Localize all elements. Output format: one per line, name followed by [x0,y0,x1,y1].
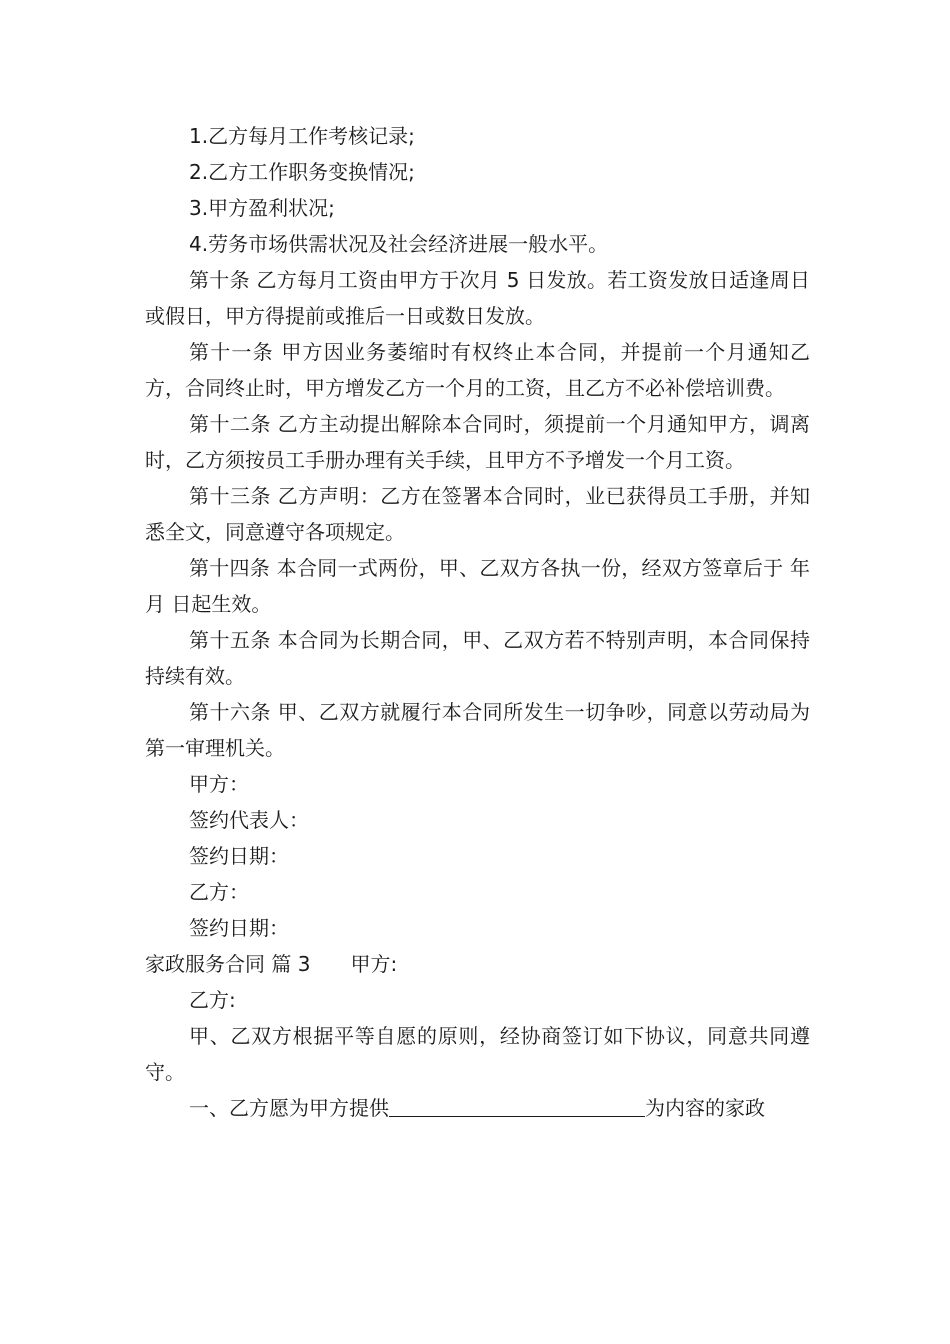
article-12: 第十二条 乙方主动提出解除本合同时，须提前一个月通知甲方，调离时，乙方须按员工手册办理有关手续，且甲方不予增发一个月工资。 [145,412,810,472]
section-party-b: 乙方: [189,988,236,1012]
article-10: 第十条 乙方每月工资由甲方于次月 5 日发放。若工资发放日适逢周日或假日，甲方得提前或推后一日或数日发放。 [145,268,810,328]
signature-party-a: 甲方： [189,772,249,796]
article-16: 第十六条 甲、乙双方就履行本合同所发生一切争吵，同意以劳动局为第一审理机关。 [145,700,810,760]
signature-party-b: 乙方： [189,880,249,904]
clause-1-suffix: 为内容的家政 [645,1096,765,1120]
signature-date-a: 签约日期： [189,844,289,868]
section-heading: 家政服务合同 篇 3 [145,952,311,976]
clause-1 [145,1090,810,1126]
article-15: 第十五条 本合同为长期合同，甲、乙双方若不特别声明，本合同保持持续有效。 [145,628,810,688]
signature-representative: 签约代表人： [189,808,309,832]
list-item: 4.劳务市场供需状况及社会经济进展一般水平。 [189,232,609,256]
fill-in-blank [389,1094,645,1117]
article-14: 第十四条 本合同一式两份，甲、乙双方各执一份，经双方签章后于 年 月 日起生效。 [145,556,810,616]
list-item: 2.乙方工作职务变换情况; [189,160,415,184]
section-heading-line [145,946,810,982]
list-item: 3.甲方盈利状况; [189,196,335,220]
document-body [145,118,810,1126]
section-party-a: 甲方: [350,952,398,976]
article-13: 第十三条 乙方声明：乙方在签署本合同时，业已获得员工手册，并知悉全文，同意遵守各项规定。 [145,484,810,544]
signature-date-b: 签约日期： [189,916,289,940]
list-item: 1.乙方每月工作考核记录; [189,124,415,148]
clause-1-prefix: 一、乙方愿为甲方提供 [189,1096,389,1120]
article-11: 第十一条 甲方因业务萎缩时有权终止本合同，并提前一个月通知乙方，合同终止时，甲方增发乙方一个月的工资，且乙方不必补偿培训费。 [145,340,810,400]
section-intro: 甲、乙双方根据平等自愿的原则，经协商签订如下协议，同意共同遵守。 [145,1024,810,1084]
